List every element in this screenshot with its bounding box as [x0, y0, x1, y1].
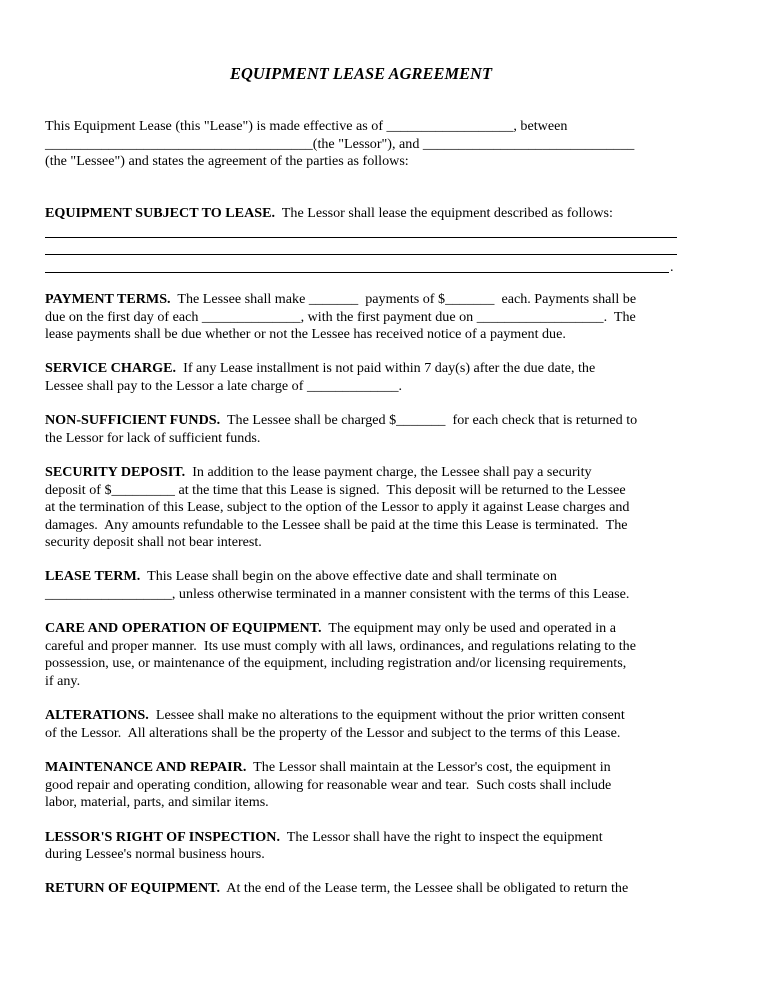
equipment-end-mark: . [670, 259, 674, 275]
care-line-4: if any. [45, 673, 81, 689]
care-line-2: careful and proper manner. Its use must comply with all laws, ordinances, and regulations relating to the [45, 638, 636, 654]
nsf-line-2: the Lessor for lack of sufficient funds. [45, 430, 261, 446]
lease-term-heading: LEASE TERM. [45, 568, 141, 584]
payment-terms-line-3: lease payments shall be due whether or not the Lessee has received notice of a payment due. [45, 326, 566, 342]
security-deposit-line-3: at the termination of this Lease, subject to the option of the Lessor to apply it against Lease charges and [45, 499, 630, 515]
inspection-line-2: during Lessee's normal business hours. [45, 846, 265, 862]
equipment-section [45, 205, 613, 222]
security-deposit-line-1 [45, 464, 592, 481]
service-charge-line-2: Lessee shall pay to the Lessor a late charge of _____________. [45, 378, 403, 394]
document-title: EQUIPMENT LEASE AGREEMENT [229, 64, 493, 83]
payment-terms-heading: PAYMENT TERMS. [45, 291, 171, 307]
return-heading: RETURN OF EQUIPMENT. [45, 880, 221, 896]
payment-terms-text-1: The Lessee shall make _______ payments of $_______ each. Payments shall be [170, 291, 637, 307]
alterations-line-2: of the Lessor. All alterations shall be the property of the Lessor and subject to the terms of this Lease. [45, 725, 621, 741]
equipment-text: The Lessor shall lease the equipment described as follows: [275, 205, 613, 221]
alterations-text-1: Lessee shall make no alterations to the equipment without the prior written consent [148, 707, 625, 723]
equipment-blank-line-3 [45, 272, 669, 273]
care-line-3: possession, use, or maintenance of the equipment, including registration and/or licensing requirements, [45, 655, 627, 671]
nsf-text-1: The Lessee shall be charged $_______ for each check that is returned to [220, 412, 638, 428]
maintenance-text-1: The Lessor shall maintain at the Lessor's cost, the equipment in [246, 759, 611, 775]
inspection-text-1: The Lessor shall have the right to inspect the equipment [279, 829, 603, 845]
nsf-line-1 [45, 412, 637, 429]
care-line-1 [45, 620, 616, 637]
alterations-line-1 [45, 707, 625, 724]
care-heading: CARE AND OPERATION OF EQUIPMENT. [45, 620, 322, 636]
maintenance-heading: MAINTENANCE AND REPAIR. [45, 759, 247, 775]
security-deposit-line-5: security deposit shall not bear interest. [45, 534, 262, 550]
return-line-1 [45, 880, 628, 897]
inspection-line-1 [45, 829, 603, 846]
inspection-heading: LESSOR'S RIGHT OF INSPECTION. [45, 829, 280, 845]
payment-terms-line-1 [45, 291, 636, 308]
nsf-heading: NON-SUFFICIENT FUNDS. [45, 412, 221, 428]
lease-term-text-1: This Lease shall begin on the above effective date and shall terminate on [140, 568, 557, 584]
equipment-blank-line-2 [45, 254, 677, 255]
maintenance-line-3: labor, material, parts, and similar items. [45, 794, 269, 810]
service-charge-text-1: If any Lease installment is not paid within 7 day(s) after the due date, the [176, 360, 596, 376]
service-charge-heading: SERVICE CHARGE. [45, 360, 177, 376]
service-charge-line-1 [45, 360, 595, 377]
intro-line-2: ______________________________________(the "Lessor"), and ______________________________ [45, 136, 635, 152]
maintenance-line-2: good repair and operating condition, allowing for reasonable wear and tear. Such costs shall include [45, 777, 612, 793]
payment-terms-line-2: due on the first day of each ______________, with the first payment due on __________________. The [45, 309, 636, 325]
equipment-blank-line-1 [45, 237, 677, 238]
intro-line-3: (the "Lessee") and states the agreement of the parties as follows: [45, 153, 409, 169]
care-text-1: The equipment may only be used and operated in a [321, 620, 616, 636]
security-deposit-line-4: damages. Any amounts refundable to the Lessee shall be paid at the time this Lease is terminated. The [45, 517, 628, 533]
security-deposit-text-1: In addition to the lease payment charge, the Lessee shall pay a security [185, 464, 592, 480]
intro-line-1: This Equipment Lease (this "Lease") is made effective as of __________________, between [45, 118, 568, 134]
security-deposit-line-2: deposit of $_________ at the time that this Lease is signed. This deposit will be returned to the Lessee [45, 482, 626, 498]
return-text-1: At the end of the Lease term, the Lessee shall be obligated to return the [220, 880, 629, 896]
lease-term-line-1 [45, 568, 557, 585]
lease-term-line-2: __________________, unless otherwise terminated in a manner consistent with the terms of this Lease. [45, 586, 630, 602]
maintenance-line-1 [45, 759, 611, 776]
alterations-heading: ALTERATIONS. [45, 707, 149, 723]
equipment-heading: EQUIPMENT SUBJECT TO LEASE. [45, 205, 276, 221]
security-deposit-heading: SECURITY DEPOSIT. [45, 464, 186, 480]
